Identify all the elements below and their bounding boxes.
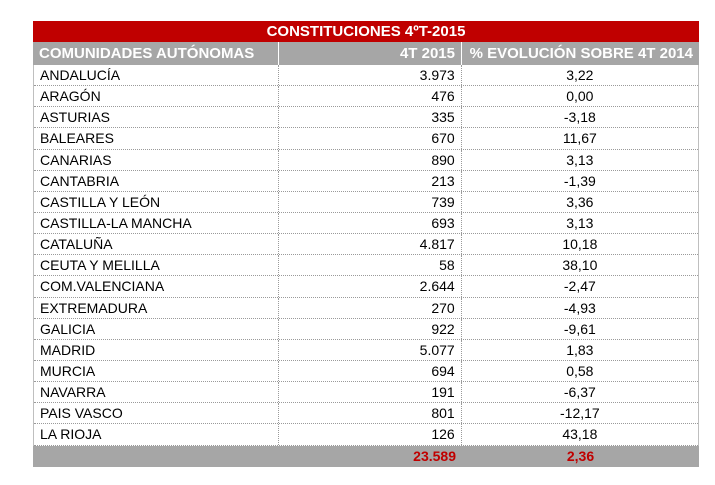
cell-region: NAVARRA	[40, 384, 106, 401]
total-label	[33, 446, 278, 467]
table-row	[34, 171, 698, 192]
cell-change: -1,39	[563, 172, 596, 189]
cell-value: 4.817	[278, 234, 461, 254]
table-row	[34, 150, 698, 171]
cell-value: 476	[278, 86, 461, 106]
cell-value: 5.077	[278, 340, 461, 360]
table-row	[34, 319, 698, 340]
table-title: CONSTITUCIONES 4ºT-2015	[33, 21, 699, 42]
header-row	[33, 42, 699, 65]
cell-value: 335	[278, 107, 461, 127]
cell-value: 922	[278, 319, 461, 339]
cell-region: ANDALUCÍA	[40, 67, 121, 83]
table-row	[34, 86, 698, 107]
cell-change: -6,37	[563, 384, 596, 401]
cell-region: GALICIA	[40, 320, 96, 337]
cell-change: -2,47	[563, 278, 596, 295]
header-value: 4T 2015	[278, 42, 462, 65]
table-row	[34, 424, 698, 445]
table-row	[34, 234, 698, 255]
table-row	[34, 298, 698, 319]
table-row	[34, 213, 698, 234]
cell-region: LA RIOJA	[40, 426, 102, 443]
table-row	[34, 128, 698, 149]
cell-change: 38,10	[562, 257, 598, 274]
cell-region: EXTREMADURA	[40, 299, 148, 316]
cell-value: 739	[278, 192, 461, 212]
header-change: % EVOLUCIÓN SOBRE 4T 2014	[469, 45, 693, 62]
cell-change: 3,22	[566, 67, 594, 83]
table-row	[34, 361, 698, 382]
cell-region: CANARIAS	[40, 151, 112, 168]
table-row	[34, 276, 698, 297]
cell-change: -9,61	[563, 320, 596, 337]
cell-change: -3,18	[563, 109, 596, 126]
cell-region: MADRID	[40, 341, 96, 358]
cell-change: 3,13	[566, 214, 594, 231]
cell-change: 1,83	[566, 341, 594, 358]
cell-value: 126	[278, 424, 461, 444]
total-value: 23.589	[413, 447, 456, 464]
cell-change: 3,36	[566, 193, 594, 210]
cell-value: 58	[278, 255, 461, 275]
cell-region: CEUTA Y MELILLA	[40, 257, 160, 274]
cell-region: CATALUÑA	[40, 236, 113, 253]
cell-region: CASTILLA Y LEÓN	[40, 193, 161, 210]
cell-value: 890	[278, 150, 461, 170]
cell-change: 43,18	[562, 426, 598, 443]
table-row	[34, 192, 698, 213]
cell-value: 694	[278, 361, 461, 381]
cell-value: 270	[278, 298, 461, 318]
cell-region: ARAGÓN	[40, 88, 101, 105]
cell-value: 3.973	[278, 65, 461, 85]
cell-region: MURCIA	[40, 362, 96, 379]
constituciones-table	[33, 21, 699, 467]
header-region: COMUNIDADES AUTÓNOMAS	[39, 45, 255, 62]
cell-region: CASTILLA-LA MANCHA	[40, 214, 192, 231]
table-body	[33, 65, 699, 446]
cell-value: 670	[278, 128, 461, 148]
table-row	[34, 403, 698, 424]
cell-value: 693	[278, 213, 461, 233]
cell-value: 191	[278, 382, 461, 402]
total-change: 2,36	[566, 447, 595, 464]
total-row	[33, 446, 699, 467]
table-row	[34, 107, 698, 128]
table-row	[34, 340, 698, 361]
cell-region: CANTABRIA	[40, 172, 120, 189]
cell-change: 11,67	[562, 130, 597, 147]
table-row	[34, 382, 698, 403]
cell-change: 10,18	[562, 236, 598, 253]
cell-change: -4,93	[563, 299, 596, 316]
table-row	[34, 65, 698, 86]
cell-change: 0,58	[566, 362, 594, 379]
cell-change: -12,17	[560, 405, 600, 422]
cell-region: PAIS VASCO	[40, 405, 123, 422]
cell-change: 0,00	[566, 88, 594, 105]
cell-region: COM.VALENCIANA	[40, 278, 165, 295]
cell-value: 801	[278, 403, 461, 423]
cell-value: 2.644	[278, 276, 461, 296]
cell-change: 3,13	[566, 151, 594, 168]
cell-region: BALEARES	[40, 130, 114, 147]
cell-value: 213	[278, 171, 461, 191]
table-row	[34, 255, 698, 276]
cell-region: ASTURIAS	[40, 109, 111, 126]
